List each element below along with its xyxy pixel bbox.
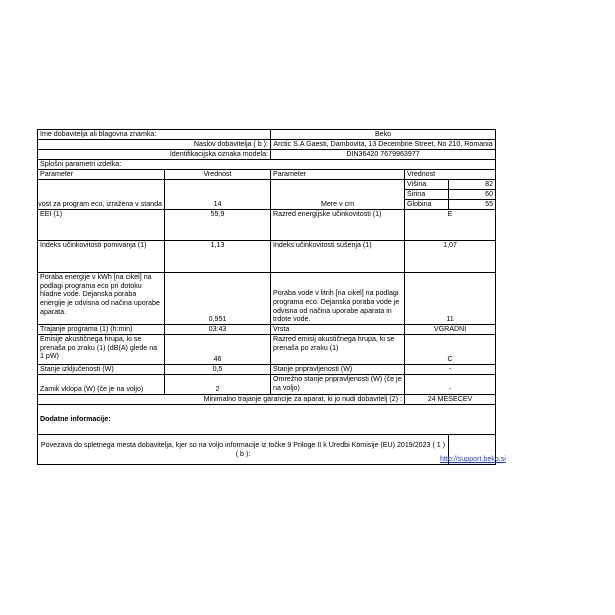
drying-index-value: 1,07 [405,241,496,273]
rated-capacity-value: 14 [165,180,271,210]
table-row [38,375,496,395]
noise-class-value: C [405,335,496,365]
table-row [38,325,496,335]
model-id-row [38,150,496,160]
table-row [38,365,496,375]
additional-info-label: Dodatne informacije: [38,405,496,435]
depth-value: 55 [449,200,496,210]
type-value: VGRADNI [405,325,496,335]
width-value: 60 [449,190,496,200]
warranty-value: 24 MESECEV [405,395,496,405]
energy-consumption-label: Poraba energije v kWh [na cikel] na podlagi programa eco pri dotoku hladne vode. Dejanska poraba energije je odvisna od načina uporabe aparata. [38,273,165,325]
weblink-text: Povezava do spletnega mesta dobavitelja, kjer so na voljo informacije iz točke 9 Priloge II k Uredbi Komisije (EU) 2019/2023 ( 1 ) ( b ): [38,435,449,465]
weblink-row [38,435,496,465]
supplier-name-value: Beko [271,130,496,140]
warranty-label: Minimalno trajanje garancije za aparat, ki jo nudi dobavitelj (2) : [38,395,405,405]
standby-value: - [405,365,496,375]
type-label: Vrsta [271,325,405,335]
energy-class-value: E [405,210,496,241]
cleaning-index-label: Indeks učinkovitosti pomivanja (1) [38,241,165,273]
off-mode-value: 0,5 [165,365,271,375]
column-header-value-2: Vrednost [405,170,496,180]
noise-label: Emisije akustičnega hrupa, ki se prenaša po zraku (1) (dB(A) glede na 1 pW) [38,335,165,365]
delay-start-label: Zamik vklopa (W) (če je na voljo) [38,375,165,395]
rated-capacity-label [38,180,165,210]
water-consumption-label: Poraba vode v litrih [na cikel] na podlagi programa eco. Dejanska poraba vode je odvisna od načina uporabe aparata in trdote vode. [271,273,405,325]
networked-standby-value: - [405,375,496,395]
energy-consumption-value: 0,951 [165,273,271,325]
supplier-address-label: Naslov dobavitelja ( b ): [38,140,271,150]
table-row [38,273,496,325]
water-consumption-value: 11 [405,273,496,325]
rated-capacity-text: vost za program eco, izražena v standa [38,200,162,209]
supplier-address-row [38,140,496,150]
eei-value: 55,9 [165,210,271,241]
off-mode-label: Stanje izključenosti (W) [38,365,165,375]
additional-info-row [38,405,496,435]
eei-label: EEI (1) [38,210,165,241]
supplier-address-value: Arctic S.A Gaesti, Dambovita, 13 Decembrie Street, No 210, Romania [271,140,496,150]
noise-value: 46 [165,335,271,365]
column-header-parameter-2: Parameter [271,170,405,180]
supplier-name-label: Ime dobavitelja ali blagovna znamka: [38,130,271,140]
delay-start-value: 2 [165,375,271,395]
drying-index-label: Indeks učinkovitosti sušenja (1) [271,241,405,273]
warranty-row [38,395,496,405]
networked-standby-label: Omrežno stanje pripravljenosti (W) (če je na voljo) [271,375,405,395]
height-label: Višina [405,180,449,190]
support-link-cell [440,435,506,465]
energy-class-label: Razred energijske učinkovitosti (1) [271,210,405,241]
product-information-sheet [37,129,506,465]
model-id-label: Identifikacijska oznaka modela: [38,150,271,160]
column-header-value: Vrednost [165,170,271,180]
general-params-row [38,160,496,170]
table-row [38,241,496,273]
support-link[interactable]: http://support.beko.si [440,455,506,464]
depth-label: Globina [405,200,449,210]
supplier-name-row [38,130,496,140]
table-header-row [38,170,496,180]
table-row [38,210,496,241]
general-params-label: Splošni parametri izdelka: [38,160,496,170]
table-row [38,180,496,190]
model-id-value: DIN36420 7679963977 [271,150,496,160]
program-duration-value: 03:43 [165,325,271,335]
program-duration-label: Trajanje programa (1) (h:min) [38,325,165,335]
height-value: 82 [449,180,496,190]
width-label: Širina [405,190,449,200]
noise-class-label: Razred emisij akustičnega hrupa, ki se prenaša po zraku (1) [271,335,405,365]
standby-label: Stanje pripravljenosti (W) [271,365,405,375]
column-header-parameter: Parameter [38,170,165,180]
table-row [38,335,496,365]
cleaning-index-value: 1,13 [165,241,271,273]
dimensions-label: Mere v cm [271,180,405,210]
